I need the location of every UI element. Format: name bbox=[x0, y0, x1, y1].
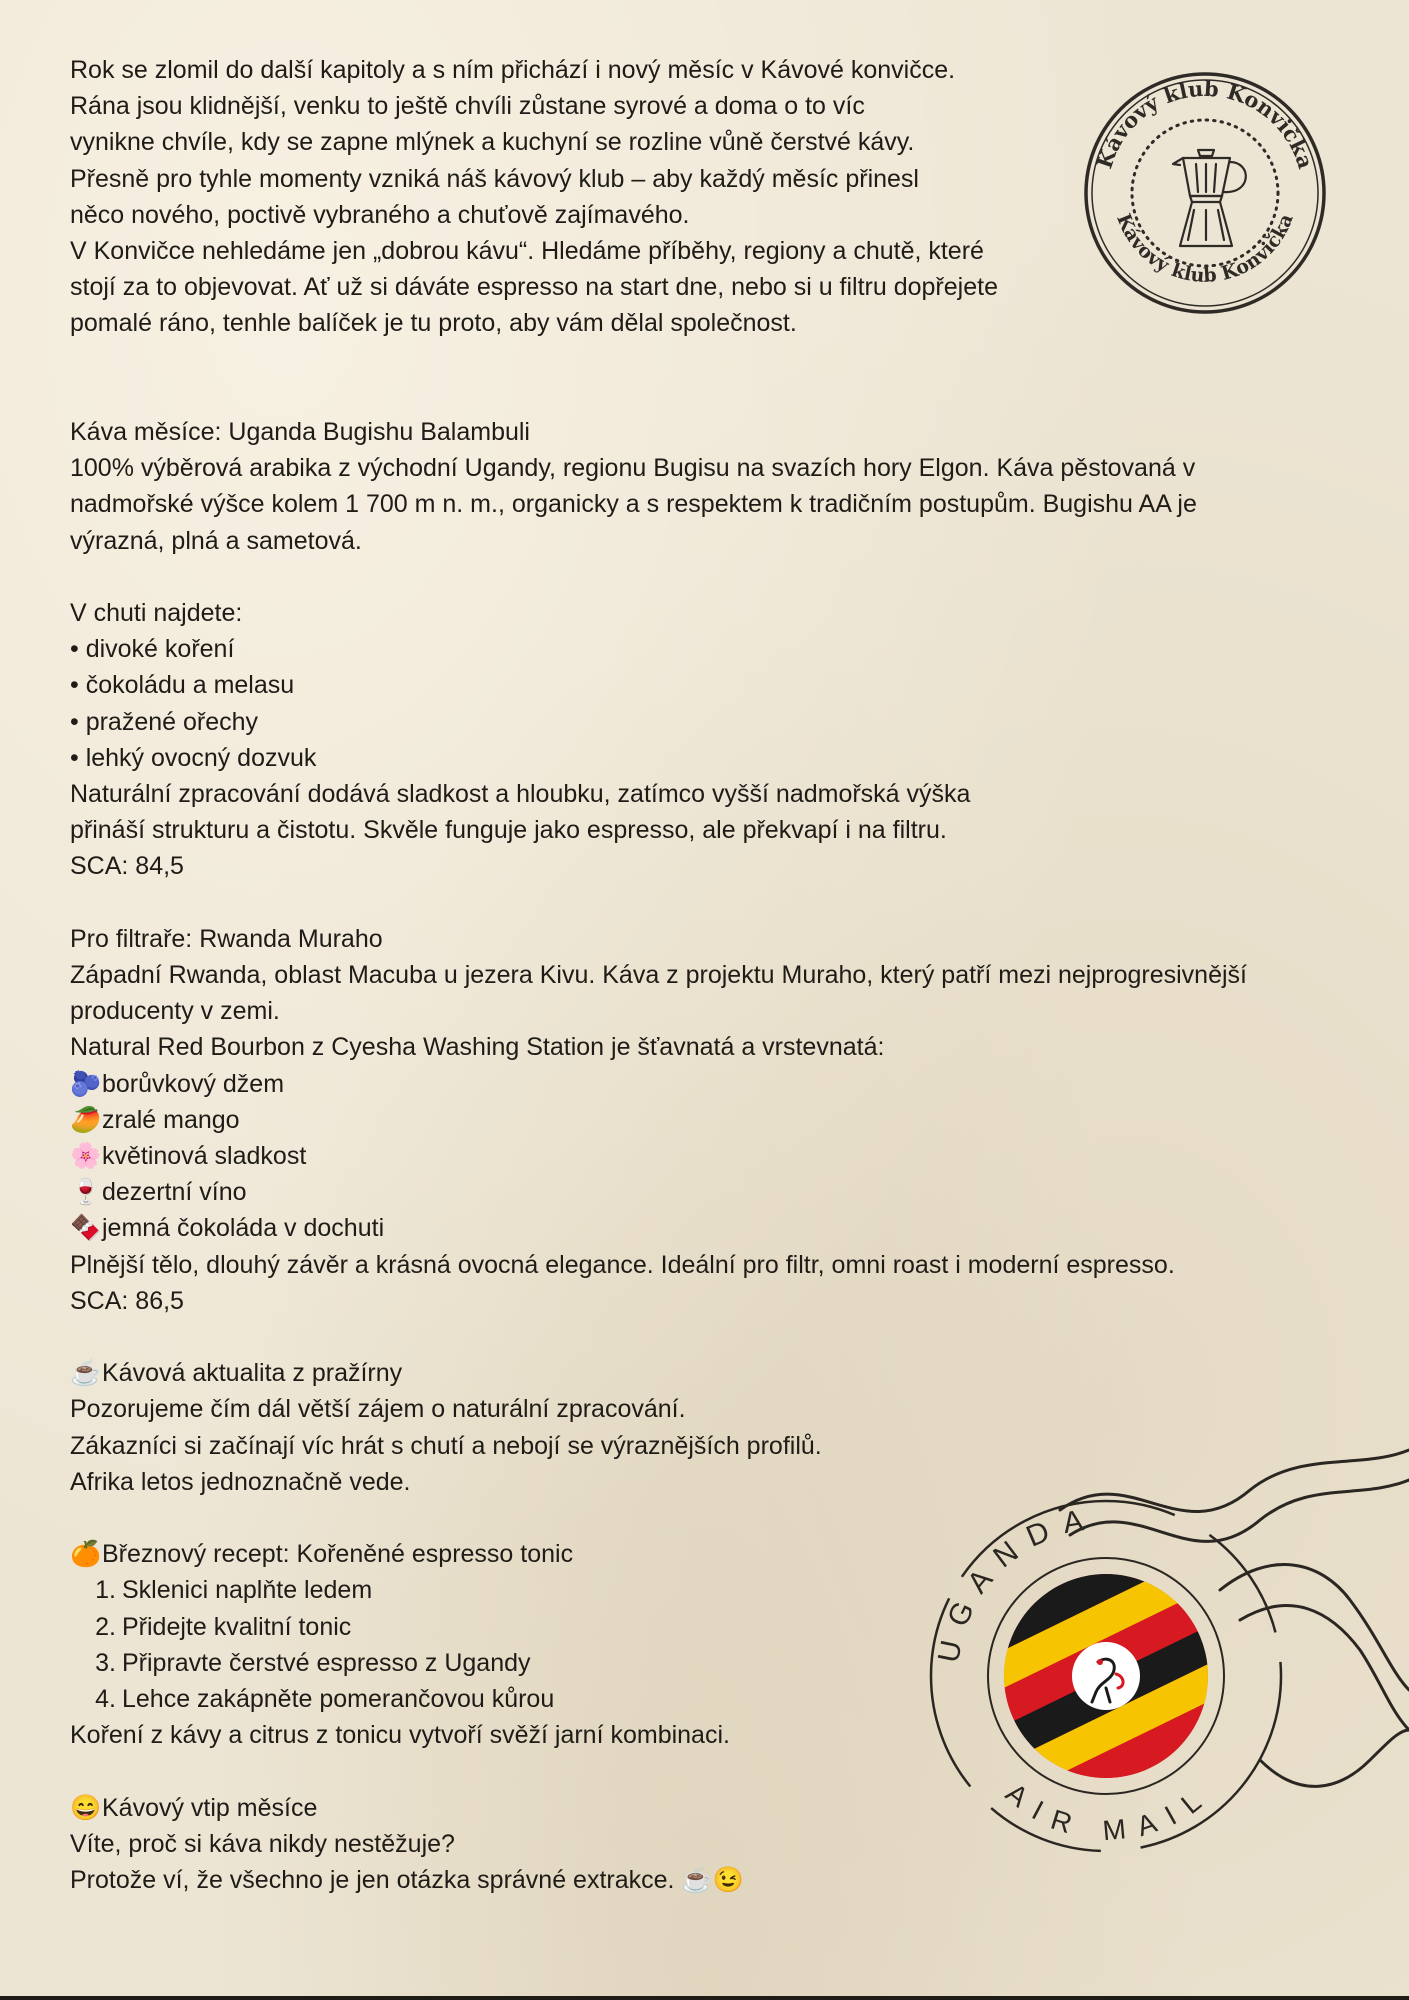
intro-line: stojí za to objevovat. Ať už si dáváte espresso na start dne, nebo si u filtru dopřejete bbox=[70, 273, 998, 302]
joke-title-text: Kávový vtip měsíce bbox=[102, 1793, 318, 1822]
filter-coffee-title: Pro filtraře: Rwanda Muraho bbox=[70, 924, 383, 953]
joke-question: Víte, proč si káva nikdy nestěžuje? bbox=[70, 1829, 455, 1858]
news-title-text: Kávová aktualita z pražírny bbox=[102, 1359, 403, 1388]
mango-icon: 🥭 bbox=[70, 1105, 102, 1134]
recipe-step-text: Připravte čerstvé espresso z Ugandy bbox=[122, 1648, 531, 1677]
flower-icon: 🌸 bbox=[70, 1142, 102, 1171]
intro-line: něco nového, poctivě vybraného a chuťově zajímavého. bbox=[70, 200, 690, 229]
coffee-description-line: 100% výběrová arabika z východní Ugandy, regionu Bugisu na svazích hory Elgon. Káva pěstovaná v bbox=[70, 454, 1196, 483]
recipe-step-number: 4. bbox=[95, 1685, 116, 1714]
smile-icon: 😄 bbox=[70, 1793, 102, 1822]
flavor-note-text: borůvkový džem bbox=[102, 1069, 285, 1098]
intro-line: vynikne chvíle, kdy se zapne mlýnek a kuchyní se rozline vůně čerstvé kávy. bbox=[70, 128, 915, 157]
coffee-outro-line: přináší strukturu a čistotu. Skvěle funguje jako espresso, ale překvapí i na filtru. bbox=[70, 816, 947, 845]
recipe-step-text: Lehce zakápněte pomerančovou kůrou bbox=[122, 1685, 555, 1714]
sca-score: SCA: 86,5 bbox=[70, 1286, 184, 1315]
news-line: Zákazníci si začínají víc hrát s chutí a nebojí se výraznějších profilů. bbox=[70, 1431, 822, 1460]
taste-note: • divoké koření bbox=[70, 635, 235, 664]
flavor-note-text: květinová sladkost bbox=[102, 1142, 307, 1171]
intro-line: Přesně pro tyhle momenty vzniká náš kávový klub – aby každý měsíc přinesl bbox=[70, 164, 919, 193]
flavor-note bbox=[70, 1102, 1360, 1138]
flavor-note bbox=[70, 1138, 1360, 1174]
stamp-top-text: Kávový klub Konvička bbox=[1091, 75, 1319, 172]
recipe-outro: Koření z kávy a citrus z tonicu vytvoří svěží jarní kombinaci. bbox=[70, 1721, 730, 1750]
stamp-air-mail-text: AIR MAIL bbox=[1000, 1777, 1218, 1847]
recipe-step-number: 1. bbox=[95, 1576, 116, 1605]
filter-description-line: producenty v zemi. bbox=[70, 997, 280, 1026]
taste-note: • lehký ovocný dozvuk bbox=[70, 743, 317, 772]
recipe-step-text: Sklenici naplňte ledem bbox=[122, 1576, 373, 1605]
intro-line: Rok se zlomil do další kapitoly a s ním přichází i nový měsíc v Kávové konvičce. bbox=[70, 56, 956, 84]
joke-answer: Protože ví, že všechno je jen otázka správné extrakce. ☕😉 bbox=[70, 1866, 744, 1895]
flavor-note bbox=[70, 1066, 1360, 1102]
taste-note: • pražené ořechy bbox=[70, 707, 259, 736]
recipe-step-number: 2. bbox=[95, 1612, 116, 1641]
filter-description-line: Západní Rwanda, oblast Macuba u jezera Kivu. Káva z projektu Muraho, který patří mezi nejprogresivnější bbox=[70, 961, 1247, 990]
recipe-step-text: Přidejte kvalitní tonic bbox=[122, 1612, 352, 1641]
news-title bbox=[70, 1355, 1360, 1391]
sca-score: SCA: 84,5 bbox=[70, 852, 184, 881]
filter-description-line: Natural Red Bourbon z Cyesha Washing Station je šťavnatá a vrstevnatá: bbox=[70, 1033, 885, 1062]
blueberry-icon: 🫐 bbox=[70, 1069, 102, 1098]
coffee-description-line: nadmořské výšce kolem 1 700 m n. m., organicky a s respektem k tradičním postupům. Bugishu AA je bbox=[70, 490, 1197, 519]
filter-outro: Plnější tělo, dlouhý závěr a krásná ovocná elegance. Ideální pro filtr, omni roast i moderní espresso. bbox=[70, 1250, 1175, 1279]
orange-icon: 🍊 bbox=[70, 1540, 102, 1569]
chocolate-icon: 🍫 bbox=[70, 1214, 102, 1243]
flavor-note-text: jemná čokoláda v dochuti bbox=[102, 1214, 385, 1243]
intro-line: Rána jsou klidnější, venku to ještě chvíli zůstane syrové a doma o to víc bbox=[70, 92, 865, 121]
coffee-of-month-section bbox=[70, 414, 1360, 885]
taste-heading: V chuti najdete: bbox=[70, 599, 243, 628]
intro-line: pomalé ráno, tenhle balíček je tu proto, aby vám dělal společnost. bbox=[70, 309, 797, 338]
uganda-air-mail-stamp bbox=[920, 1430, 1409, 1870]
coffee-description-line: výrazná, plná a sametová. bbox=[70, 526, 362, 555]
klub-stamp bbox=[1080, 68, 1330, 318]
intro-line: V Konvičce nehledáme jen „dobrou kávu“. Hledáme příběhy, regiony a chutě, které bbox=[70, 237, 984, 266]
flavor-note bbox=[70, 1174, 1360, 1210]
flavor-note-text: dezertní víno bbox=[102, 1178, 247, 1207]
taste-note: • čokoládu a melasu bbox=[70, 671, 295, 700]
recipe-title-text: Březnový recept: Kořeněné espresso tonic bbox=[102, 1540, 574, 1569]
flavor-note-text: zralé mango bbox=[102, 1105, 240, 1134]
coffee-outro-line: Naturální zpracování dodává sladkost a hloubku, zatímco vyšší nadmořská výška bbox=[70, 780, 971, 809]
coffee-cup-icon: ☕ bbox=[70, 1359, 102, 1388]
moka-pot-icon bbox=[1173, 150, 1246, 246]
news-line: Pozorujeme čím dál větší zájem o naturální zpracování. bbox=[70, 1395, 686, 1424]
news-line: Afrika letos jednoznačně vede. bbox=[70, 1467, 411, 1496]
recipe-step-number: 3. bbox=[95, 1648, 116, 1677]
coffee-of-month-title: Káva měsíce: Uganda Bugishu Balambuli bbox=[70, 418, 530, 447]
wine-glass-icon: 🍷 bbox=[70, 1178, 102, 1207]
flavor-note bbox=[70, 1210, 1360, 1246]
stamp-country-text: UGANDA bbox=[931, 1502, 1100, 1666]
bottom-border bbox=[0, 1996, 1409, 2000]
filter-coffee-section bbox=[70, 921, 1360, 1319]
stamp-bottom-text: Kávový klub Konvička bbox=[1112, 210, 1298, 287]
